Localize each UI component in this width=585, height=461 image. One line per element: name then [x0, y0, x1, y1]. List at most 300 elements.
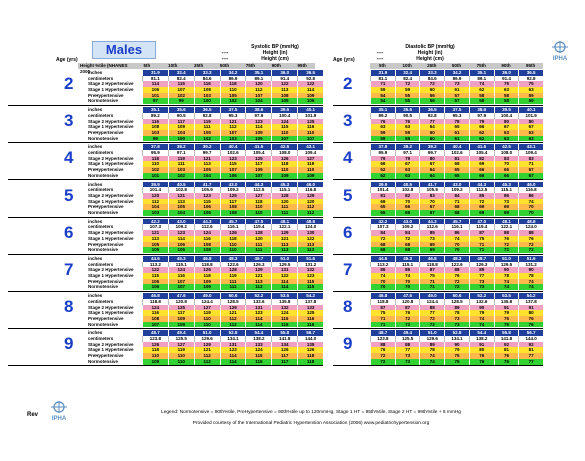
- table-cell: 109.4: [297, 150, 323, 156]
- table-cell: 75: [444, 353, 469, 359]
- table-cell: 85: [419, 230, 444, 236]
- bp-rows: [86, 293, 323, 327]
- table-cell: 74: [518, 199, 543, 205]
- diastolic-age-block: [333, 70, 543, 105]
- table-cell: 110: [168, 359, 194, 365]
- row-label: Stage 1 Hypertensive: [88, 347, 134, 353]
- table-cell: 121: [220, 310, 246, 316]
- bp-rows: [370, 107, 543, 141]
- age-number: 6: [343, 222, 353, 242]
- table-cell: 43.1: [518, 144, 543, 150]
- table-cell: 121: [245, 273, 271, 279]
- bp-rows: [370, 293, 543, 327]
- table-cell: 113: [297, 247, 323, 253]
- table-cell: 51.0: [271, 256, 297, 262]
- table-cell: 128: [220, 267, 246, 273]
- row-cells: [370, 359, 543, 365]
- diastolic-height-in: Height (in): [417, 50, 443, 56]
- table-cell: 38.6: [245, 107, 271, 113]
- courtesy-text: Provided courtesy of the International Pediatric Hypertension Association (2006) www.pediatrichypertension.org: [192, 421, 430, 426]
- table-cell: 61: [444, 130, 469, 136]
- table-cell: 106: [194, 204, 220, 210]
- table-cell: 123.8: [142, 336, 168, 342]
- row-label: Normotensive: [88, 358, 119, 364]
- table-cell: 114: [245, 322, 271, 328]
- table-cell: 51.0: [494, 256, 519, 262]
- table-cell: 134.1: [444, 336, 469, 342]
- table-cell: 116: [168, 273, 194, 279]
- table-cell: 124.4: [194, 299, 220, 305]
- table-cell: 63: [395, 124, 420, 130]
- age-number: 4: [343, 148, 353, 168]
- table-cell: 86: [444, 230, 469, 236]
- table-cell: 123: [220, 347, 246, 353]
- table-cell: 137.8: [518, 299, 543, 305]
- table-cell: 134: [271, 342, 297, 348]
- table-cell: 53.5: [271, 293, 297, 299]
- bp-rows: [370, 144, 543, 178]
- table-cell: 55.8: [494, 330, 519, 336]
- table-cell: 75: [494, 322, 519, 328]
- table-cell: 105.9: [419, 187, 444, 193]
- bp-rows: [86, 107, 323, 141]
- table-cell: 99.7: [194, 150, 220, 156]
- table-cell: 71: [518, 161, 543, 167]
- table-cell: 103: [142, 210, 168, 216]
- table-cell: 34.2: [444, 70, 469, 76]
- table-cell: 76: [370, 119, 395, 125]
- table-cell: 112: [194, 359, 220, 365]
- diastolic-age-block: [333, 144, 543, 179]
- row-label: Stage 2 Hypertensive: [88, 192, 134, 198]
- table-cell: 103: [168, 167, 194, 173]
- table-cell: 105.4: [245, 150, 271, 156]
- divider: [8, 254, 323, 255]
- table-cell: 86.9: [444, 76, 469, 82]
- table-cell: 56.7: [518, 330, 543, 336]
- table-cell: 116.1: [220, 224, 246, 230]
- table-cell: 82: [395, 193, 420, 199]
- table-cell: 124: [271, 310, 297, 316]
- ipha-logo-icon: [549, 40, 571, 54]
- table-cell: 32.4: [395, 70, 420, 76]
- table-cell: 92.8: [518, 76, 543, 82]
- table-cell: 115: [194, 199, 220, 205]
- table-cell: 121: [142, 230, 168, 236]
- table-cell: 45.3: [494, 182, 519, 188]
- table-cell: 54.4: [245, 330, 271, 336]
- table-cell: 126: [297, 347, 323, 353]
- table-cell: 100: [194, 98, 220, 104]
- table-cell: 91: [518, 305, 543, 311]
- table-cell: 54.2: [518, 293, 543, 299]
- table-cell: 81: [444, 156, 469, 162]
- table-cell: 101: [142, 93, 168, 99]
- table-cell: 71: [370, 322, 395, 328]
- table-cell: 129.6: [419, 336, 444, 342]
- table-cell: 115: [245, 353, 271, 359]
- table-cell: 38.6: [469, 107, 494, 113]
- row-label: inches: [88, 107, 103, 113]
- table-cell: 100.4: [271, 113, 297, 119]
- table-cell: 109.2: [395, 224, 420, 230]
- table-cell: 129: [245, 267, 271, 273]
- table-cell: 118: [220, 81, 246, 87]
- table-cell: 66: [395, 210, 420, 216]
- table-cell: 75: [444, 359, 469, 365]
- bp-rows: [86, 182, 323, 216]
- systolic-age-block: [8, 182, 323, 217]
- table-cell: 118.8: [419, 262, 444, 268]
- table-cell: 138.2: [245, 336, 271, 342]
- table-cell: 109: [168, 316, 194, 322]
- table-cell: 48.7: [142, 330, 168, 336]
- table-cell: 107.3: [370, 224, 395, 230]
- table-cell: 109: [271, 173, 297, 179]
- table-cell: 95.3: [220, 113, 246, 119]
- table-cell: 67: [419, 210, 444, 216]
- age-number: 4: [64, 148, 74, 168]
- table-cell: 116: [142, 119, 168, 125]
- table-cell: 112.6: [194, 224, 220, 230]
- age-number: 5: [64, 185, 74, 205]
- divider: [333, 291, 543, 292]
- table-cell: 135.8: [271, 299, 297, 305]
- table-cell: 105.9: [194, 187, 220, 193]
- table-cell: 118: [245, 199, 271, 205]
- table-cell: 44.3: [469, 182, 494, 188]
- row-label: PreHypertensive: [88, 353, 124, 359]
- table-cell: 36.5: [297, 70, 323, 76]
- table-cell: 124.4: [419, 299, 444, 305]
- table-cell: 103: [194, 93, 220, 99]
- table-cell: 59: [370, 130, 395, 136]
- table-cell: 132: [271, 305, 297, 311]
- table-cell: 31.9: [370, 70, 395, 76]
- row-cells: [142, 284, 323, 290]
- row-cells: [370, 98, 543, 104]
- table-cell: 66: [494, 173, 519, 179]
- table-cell: 63: [395, 167, 420, 173]
- table-cell: 63: [518, 136, 543, 142]
- table-cell: 70: [518, 204, 543, 210]
- table-cell: 89: [469, 267, 494, 273]
- table-cell: 127: [168, 342, 194, 348]
- table-cell: 44.3: [194, 219, 220, 225]
- table-cell: 113: [194, 161, 220, 167]
- divider: [333, 179, 543, 180]
- table-cell: 35.6: [168, 107, 194, 113]
- table-row: [370, 247, 543, 253]
- table-cell: 126.3: [245, 262, 271, 268]
- row-label: PreHypertensive: [88, 167, 124, 173]
- table-cell: 86: [395, 267, 420, 273]
- table-cell: 131.2: [297, 262, 323, 268]
- row-label: Stage 1 Hypertensive: [88, 273, 134, 279]
- row-label: Stage 2 Hypertensive: [88, 230, 134, 236]
- table-cell: 102: [168, 173, 194, 179]
- table-cell: 81: [370, 193, 395, 199]
- row-label: centimeters: [88, 224, 114, 230]
- table-cell: 131.2: [518, 262, 543, 268]
- table-cell: 47.0: [245, 219, 271, 225]
- table-cell: 101: [142, 173, 168, 179]
- table-cell: 87: [469, 230, 494, 236]
- row-label: PreHypertensive: [88, 92, 124, 98]
- table-cell: 122: [271, 273, 297, 279]
- row-cells: [370, 173, 543, 179]
- table-cell: 89.2: [142, 113, 168, 119]
- table-cell: 44.6: [142, 256, 168, 262]
- table-cell: 129: [194, 342, 220, 348]
- table-cell: 67: [395, 161, 420, 167]
- table-cell: 141.8: [494, 336, 519, 342]
- table-cell: 62: [370, 173, 395, 179]
- table-cell: 126: [220, 230, 246, 236]
- table-cell: 54.4: [469, 330, 494, 336]
- row-label: Stage 1 Hypertensive: [88, 198, 134, 204]
- table-cell: 52.8: [444, 330, 469, 336]
- table-cell: 69: [469, 204, 494, 210]
- table-cell: 91.4: [494, 76, 519, 82]
- table-cell: 120: [245, 81, 271, 87]
- row-label: Stage 2 Hypertensive: [88, 267, 134, 273]
- height-pct-label: Height %tile (NHANES 2000: [80, 63, 128, 74]
- table-cell: 69: [469, 161, 494, 167]
- table-cell: 95.9: [142, 150, 168, 156]
- table-cell: 47.6: [168, 293, 194, 299]
- table-cell: 56: [419, 93, 444, 99]
- table-cell: 65: [444, 167, 469, 173]
- table-cell: 111: [168, 161, 194, 167]
- table-cell: 45.7: [444, 219, 469, 225]
- table-cell: 144.0: [297, 336, 323, 342]
- table-cell: 126: [271, 347, 297, 353]
- table-cell: 55: [395, 93, 420, 99]
- pct-5th: 5th: [378, 63, 386, 68]
- table-cell: 72: [395, 236, 420, 242]
- table-cell: 71: [370, 316, 395, 322]
- row-cells: [370, 284, 543, 290]
- table-cell: 119: [194, 119, 220, 125]
- table-cell: 55.8: [271, 330, 297, 336]
- table-cell: 110: [245, 210, 271, 216]
- age-number: 3: [343, 111, 353, 131]
- table-cell: 65: [370, 210, 395, 216]
- row-label: Normotensive: [88, 247, 119, 253]
- table-cell: 133: [297, 305, 323, 311]
- table-cell: 46.0: [297, 182, 323, 188]
- table-cell: 116: [142, 310, 168, 316]
- table-cell: 105.4: [469, 150, 494, 156]
- table-cell: 73: [444, 322, 469, 328]
- table-cell: 36.5: [194, 107, 220, 113]
- table-cell: 110: [220, 87, 246, 93]
- table-cell: 72: [444, 284, 469, 290]
- table-cell: 97.1: [168, 150, 194, 156]
- row-label: inches: [88, 181, 103, 187]
- table-cell: 72: [395, 81, 420, 87]
- row-label: centimeters: [88, 298, 114, 304]
- diastolic-age-block: [333, 330, 543, 365]
- table-cell: 70: [444, 242, 469, 248]
- table-cell: 74: [469, 322, 494, 328]
- divider: [333, 365, 543, 366]
- table-cell: 134.1: [220, 336, 246, 342]
- table-cell: 99.7: [419, 150, 444, 156]
- table-cell: 72: [370, 236, 395, 242]
- row-label: centimeters: [88, 336, 114, 342]
- table-cell: 126: [271, 156, 297, 162]
- ipha-logo-text: IPHA: [51, 416, 67, 422]
- table-cell: 75: [469, 236, 494, 242]
- table-cell: 66: [370, 161, 395, 167]
- table-cell: 114: [271, 279, 297, 285]
- table-cell: 77: [518, 359, 543, 365]
- table-cell: 123: [168, 230, 194, 236]
- table-cell: 125: [245, 156, 271, 162]
- table-cell: 119.4: [245, 224, 271, 230]
- table-cell: 108: [220, 210, 246, 216]
- table-cell: 72: [494, 242, 519, 248]
- table-cell: 59: [395, 136, 420, 142]
- age-number: 3: [64, 111, 74, 131]
- table-cell: 80: [419, 156, 444, 162]
- ipha-logo-bottom: [44, 400, 74, 422]
- table-cell: 66: [469, 124, 494, 130]
- table-cell: 90.5: [395, 113, 420, 119]
- table-cell: 72: [419, 322, 444, 328]
- row-label: centimeters: [88, 75, 114, 81]
- table-cell: 72: [419, 316, 444, 322]
- table-cell: 75: [370, 310, 395, 316]
- row-label: inches: [88, 293, 103, 299]
- table-cell: 123: [297, 273, 323, 279]
- table-cell: 78: [494, 273, 519, 279]
- table-cell: 70: [518, 210, 543, 216]
- table-cell: 118: [142, 347, 168, 353]
- row-cells: [370, 210, 543, 216]
- table-cell: 128.5: [444, 299, 469, 305]
- table-cell: 36.5: [518, 70, 543, 76]
- table-cell: 90: [494, 267, 519, 273]
- table-cell: 75: [494, 316, 519, 322]
- table-cell: 114: [220, 353, 246, 359]
- table-cell: 66: [494, 167, 519, 173]
- table-cell: 115.1: [395, 262, 420, 268]
- diastolic-percentile-header: [370, 63, 543, 69]
- row-label: Stage 1 Hypertensive: [88, 310, 134, 316]
- table-cell: 113: [271, 247, 297, 253]
- table-cell: 106: [194, 210, 220, 216]
- table-cell: 92: [494, 342, 519, 348]
- row-label: Stage 2 Hypertensive: [88, 118, 134, 124]
- diastolic-age-block: [333, 107, 543, 142]
- table-cell: 117: [168, 119, 194, 125]
- table-cell: 53.5: [494, 293, 519, 299]
- table-cell: 31.9: [142, 70, 168, 76]
- table-cell: 79: [494, 310, 519, 316]
- table-cell: 124.0: [297, 224, 323, 230]
- table-cell: 128.5: [220, 299, 246, 305]
- table-cell: 36.5: [419, 107, 444, 113]
- table-cell: 86.9: [220, 76, 246, 82]
- table-cell: 52.2: [245, 293, 271, 299]
- table-cell: 109.2: [168, 224, 194, 230]
- table-cell: 116: [194, 236, 220, 242]
- diastolic-age-block: [333, 219, 543, 254]
- table-cell: 88: [419, 305, 444, 311]
- table-cell: 137.8: [297, 299, 323, 305]
- table-cell: 113: [142, 236, 168, 242]
- table-cell: 111: [220, 284, 246, 290]
- table-cell: 124: [271, 119, 297, 125]
- rev-label: Rev: [27, 412, 39, 418]
- bp-rows: [86, 219, 323, 253]
- table-row: [370, 284, 543, 290]
- table-cell: 73: [444, 316, 469, 322]
- row-label: inches: [88, 70, 103, 75]
- table-cell: 109: [194, 284, 220, 290]
- table-cell: 118: [142, 156, 168, 162]
- table-cell: 59: [395, 87, 420, 93]
- table-cell: 97.9: [245, 113, 271, 119]
- table-cell: 121: [194, 156, 220, 162]
- row-cells: [370, 247, 543, 253]
- table-cell: 122.1: [271, 224, 297, 230]
- table-cell: 49.7: [469, 256, 494, 262]
- table-cell: 108: [271, 93, 297, 99]
- table-cell: 100: [168, 136, 194, 142]
- table-cell: 110: [142, 161, 168, 167]
- table-cell: 118.8: [142, 299, 168, 305]
- age-number: 8: [64, 297, 74, 317]
- table-cell: 58: [494, 93, 519, 99]
- table-cell: 76: [518, 322, 543, 328]
- table-cell: 69: [370, 199, 395, 205]
- table-cell: 102.6: [220, 150, 246, 156]
- table-cell: 70: [395, 279, 420, 285]
- table-cell: 102: [168, 93, 194, 99]
- table-cell: 121: [271, 236, 297, 242]
- table-cell: 105: [142, 247, 168, 253]
- table-cell: 63: [494, 130, 519, 136]
- table-cell: 86: [494, 193, 519, 199]
- row-label: PreHypertensive: [88, 241, 124, 247]
- table-cell: 40.4: [444, 144, 469, 150]
- table-cell: 71: [469, 247, 494, 253]
- table-cell: 50.6: [444, 293, 469, 299]
- table-cell: 77: [518, 353, 543, 359]
- table-cell: 104: [194, 173, 220, 179]
- table-cell: 76: [444, 273, 469, 279]
- table-cell: 118: [297, 353, 323, 359]
- table-cell: 131: [245, 305, 271, 311]
- table-cell: 117: [271, 353, 297, 359]
- table-cell: 39.5: [271, 107, 297, 113]
- table-cell: 113.2: [370, 262, 395, 268]
- table-cell: 115: [220, 161, 246, 167]
- divider: [8, 105, 323, 106]
- table-cell: 116.8: [518, 187, 543, 193]
- divider: [8, 365, 323, 366]
- table-cell: 115: [271, 322, 297, 328]
- systolic-age-block: [8, 293, 323, 328]
- table-cell: 113: [271, 242, 297, 248]
- table-cell: 115: [271, 124, 297, 130]
- bp-rows: [86, 144, 323, 178]
- table-cell: 55: [395, 98, 420, 104]
